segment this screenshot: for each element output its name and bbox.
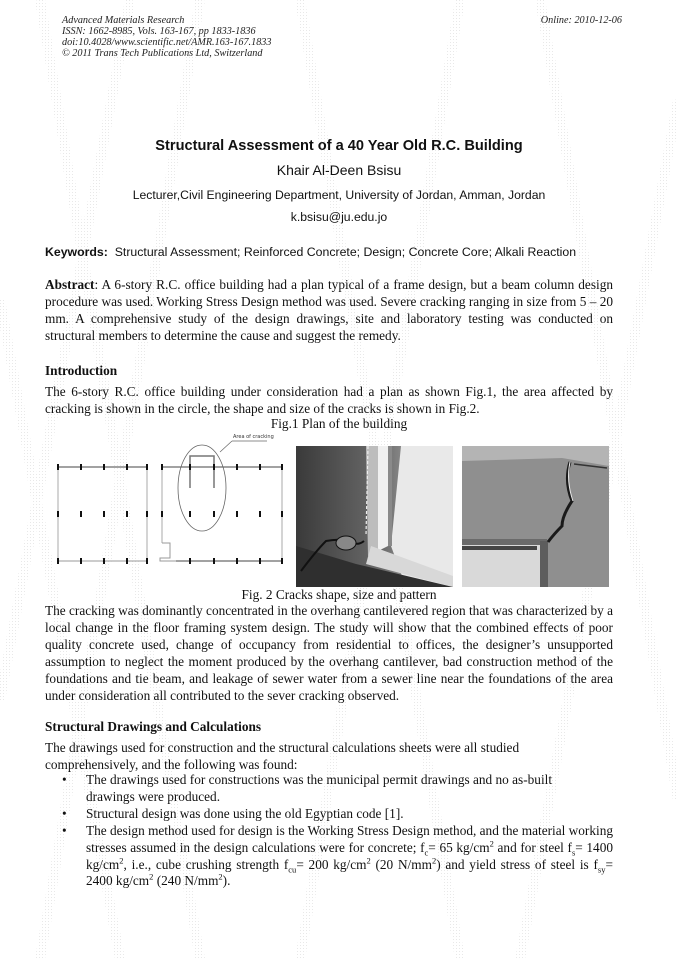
plan-line <box>160 543 176 561</box>
author-name: Khair Al-Deen Bsisu <box>276 162 402 178</box>
column <box>146 464 148 470</box>
column <box>281 464 283 470</box>
column <box>281 511 283 517</box>
keywords-label: Keywords: <box>45 245 108 259</box>
column <box>126 511 128 517</box>
area-of-cracking-label: Area of cracking <box>233 434 274 440</box>
bullet-icon: • <box>62 805 67 821</box>
column <box>161 464 163 470</box>
list-item-text: Structural design was done using the old Egyptian code [1]. <box>86 805 404 821</box>
journal-name: Advanced Materials Research <box>62 15 185 26</box>
abstract-text: : A 6-story R.C. office building had a plan typical of a frame design, but a beam column design procedure was used. Working Stress Design method was used. Severe cracking ranging in size from 5 – 20 mm. A comprehensive study of the design drawings, site and laboratory testing was conducted on structural members to determine the cause and suggest the remedy. <box>45 277 613 343</box>
column <box>57 511 59 517</box>
column <box>259 464 261 470</box>
area-of-cracking-ellipse <box>178 445 226 531</box>
column <box>259 558 261 564</box>
column <box>103 511 105 517</box>
column <box>189 464 191 470</box>
column <box>57 558 59 564</box>
introduction-text: The 6-story R.C. office building under consideration had a plan as shown Fig.1, the area affected by cracking is shown in the circle, the shape and size of the cracks is shown in Fig.2. <box>45 384 613 416</box>
crack-photo-wall <box>462 446 609 587</box>
column <box>189 558 191 564</box>
column <box>103 464 105 470</box>
column <box>103 558 105 564</box>
overhang-outline <box>190 456 214 488</box>
column <box>126 558 128 564</box>
fig2-caption: Fig. 2 Cracks shape, size and pattern <box>241 587 437 602</box>
list-item <box>62 806 613 823</box>
column <box>281 558 283 564</box>
column <box>80 558 82 564</box>
crack-photo-window <box>296 446 453 587</box>
column <box>146 558 148 564</box>
column <box>57 464 59 470</box>
online-date: Online: 2010-12-06 <box>540 15 622 26</box>
structural-drawings-intro: The drawings used for construction and the structural calculations sheets were all studied comprehensively, and the following was found: <box>45 740 520 772</box>
author-email[interactable]: k.bsisu@ju.edu.jo <box>290 210 388 224</box>
list-item <box>62 823 613 891</box>
building-plan-figure <box>52 428 292 578</box>
fig1-caption: Fig.1 Plan of the building <box>270 416 408 431</box>
author-affiliation: Lecturer,Civil Engineering Department, University of Jordan, Amman, Jordan <box>132 188 546 202</box>
abstract <box>45 277 613 345</box>
annotation-leader <box>220 441 232 452</box>
column <box>236 558 238 564</box>
keywords-text: Structural Assessment; Reinforced Concrete; Design; Concrete Core; Alkali Reaction <box>114 245 577 259</box>
list-item <box>62 772 613 806</box>
column <box>236 511 238 517</box>
findings-list <box>62 772 613 890</box>
keywords <box>45 245 576 259</box>
column <box>259 511 261 517</box>
body-paragraph: The cracking was dominantly concentrated in the overhang cantilevered region that was characterized by a local change in the floor framing system design. The study will show that the combined effects of poor quality concrete used, change of occupancy from residential to offices, the designer’s unsupported assumption to neglect the moment produced by the overhang cantilever, bad construction method of the foundations and tie beam, and leakage of sewer water from a sewer line near the foundations of the area under consideration all contributed to the sever cracking observed. <box>45 603 613 703</box>
bullet-icon: • <box>62 822 67 838</box>
column <box>236 464 238 470</box>
column <box>213 511 215 517</box>
column <box>80 511 82 517</box>
column <box>80 464 82 470</box>
column <box>189 511 191 517</box>
doi-line: doi:10.4028/www.scientific.net/AMR.163-167.1833 <box>62 37 272 48</box>
column <box>213 464 215 470</box>
introduction-heading: Introduction <box>45 363 118 378</box>
column <box>161 511 163 517</box>
abstract-label: Abstract <box>45 277 95 292</box>
copyright-line: © 2011 Trans Tech Publications Ltd, Switzerland <box>62 48 263 59</box>
column <box>146 511 148 517</box>
issn-line: ISSN: 1662-8985, Vols. 163-167, pp 1833-1836 <box>62 26 256 37</box>
column <box>213 558 215 564</box>
paper-title: Structural Assessment of a 40 Year Old R.C. Building <box>155 138 523 154</box>
bullet-icon: • <box>62 772 67 787</box>
list-item-text: The design method used for design is the Working Stress Design method, and the material working stresses assumed in the design calculations were for concrete; $f_c= 65$ $kg/cm^2$ and for steel $f_s= 1400$ $kg/cm^2$, i.e., cube crushing strength $f_{cu}= 200$ $kg/cm^2$ (20 $N/mm^2$) and yield stress of steel is $f_{sy}= 2400$ $kg/cm^2$ (240 $N/mm^2$). <box>86 822 614 889</box>
list-item-text: The drawings used for constructions was the municipal permit drawings and no as-built drawings were produced. <box>86 772 553 804</box>
journal-header <box>62 15 271 59</box>
structural-drawings-heading: Structural Drawings and Calculations <box>45 719 262 734</box>
column <box>126 464 128 470</box>
